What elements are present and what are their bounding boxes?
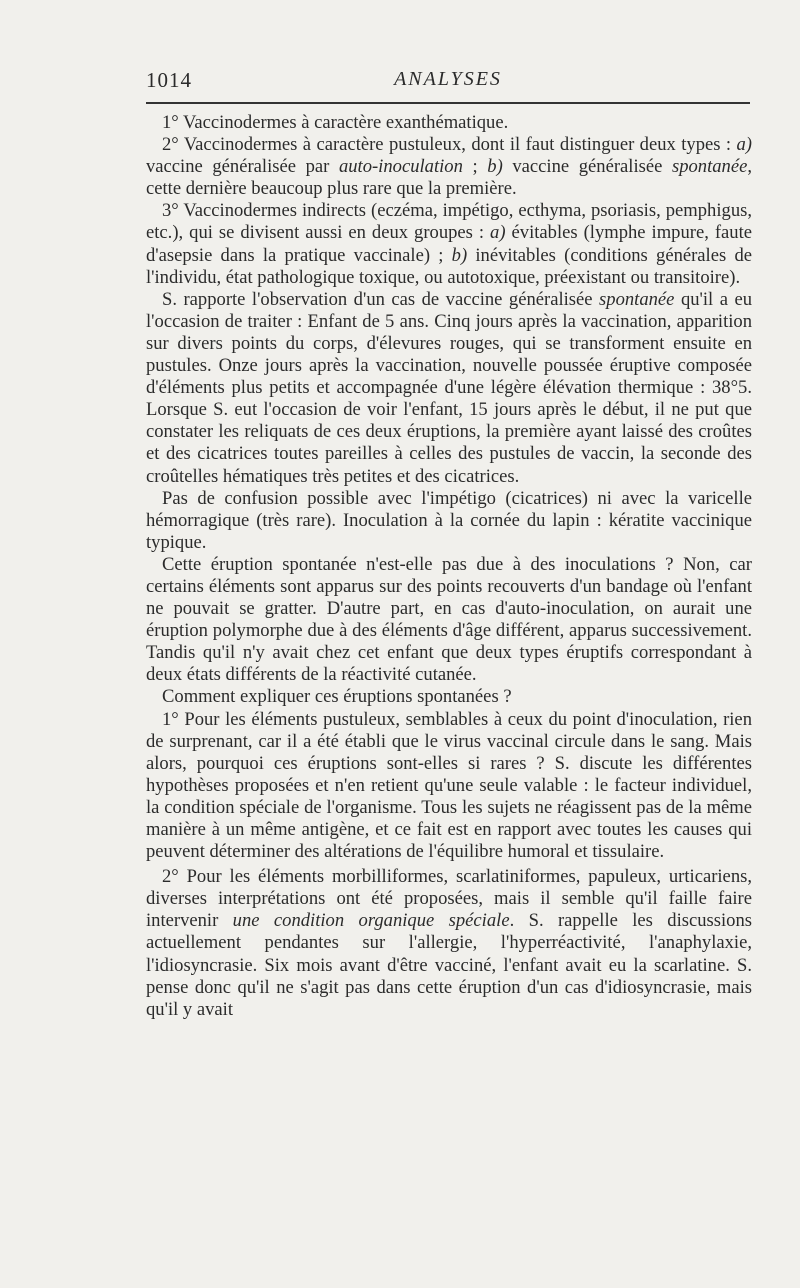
italic-text: auto-inoculation [338, 156, 463, 178]
italic-text: a) [736, 134, 752, 156]
paragraph [146, 709, 752, 864]
text-run: 2° Vaccinodermes à caractère pustuleux, dont il faut distinguer deux types : [162, 134, 737, 156]
text-run: ; [462, 156, 488, 178]
body-text [146, 112, 752, 1021]
paragraph [146, 686, 752, 708]
italic-text: b) [451, 244, 468, 266]
text-run: 1° Pour les éléments pustuleux, semblables à ceux du point d'inoculation, rien de surprenant, car il a été établi que le virus vaccinal circule dans le sang. Mais alors, pourquoi ces éruptions sont-elles si rares ? S. discute les différentes hypothèses proposées et n'en retient qu'une seule valable : le facteur individuel, la condition spéciale de l'organisme. Tous les sujets ne réagissent pas de la même manière à un même antigène, et ce fait est en rapport avec toutes les causes qui peuvent déterminer des altérations de l'équilibre humoral et tissulaire. [146, 708, 752, 863]
text-run: 3° Vaccinodermes indirects (eczéma, impétigo, ecthyma, psoriasis, pemphigus, etc.), qui se divisent aussi en deux groupes : [146, 200, 752, 244]
italic-text: b) [487, 156, 503, 178]
header-rule [146, 102, 750, 104]
text-run: , cette dernière beaucoup plus rare que la première. [146, 156, 753, 200]
text-run: S. rapporte l'observation d'un cas de vaccine généralisée [162, 288, 600, 310]
italic-text: spontanée [599, 288, 675, 310]
text-run: Cette éruption spontanée n'est-elle pas due à des inoculations ? Non, car certains éléments sont apparus sur des points recouverts d'un bandage où l'enfant ne pouvait se gratter. D'autre part, en cas d'auto-inoculation, on aurait une éruption polymorphe due à des éléments d'âge différent, apparus successivement. Tandis qu'il n'y avait chez cet enfant que deux types éruptifs correspondant à deux états différents de la réactivité cutanée. [146, 553, 752, 686]
italic-text: une condition organique spéciale [232, 910, 510, 932]
paragraph [146, 554, 752, 687]
text-run: Pas de confusion possible avec l'impétigo (cicatrices) ni avec la varicelle hémorragique (très rare). Inoculation à la cornée du lapin : kératite vaccinique typique. [146, 487, 752, 553]
header-title: ANALYSES [394, 68, 502, 90]
text-run: vaccine généralisée par [146, 156, 339, 178]
paragraph [146, 488, 752, 554]
italic-text: a) [490, 222, 506, 244]
text-run: évitables (lymphe impure, faute d'asepsie dans la pratique vaccinale) ; [146, 222, 752, 266]
running-head [146, 66, 750, 96]
text-run: vaccine généralisée [502, 156, 672, 178]
text-run: . S. rappelle les discussions actuellement pendantes sur l'allergie, l'hyperréactivité, l'anaphylaxie, l'idiosyncrasie. Six mois avant d'être vacciné, l'enfant avait eu la scarlatine. S. pense donc qu'il ne s'agit pas dans cette éruption d'un cas d'idiosyncrasie, mais qu'il y avait [146, 910, 752, 1020]
paragraph [146, 134, 752, 200]
italic-text: spontanée [671, 156, 748, 178]
paragraph [146, 112, 752, 134]
text-run: 2° Pour les éléments morbilliformes, scarlatiniformes, papuleux, urticariens, diverses interprétations ont été proposées, mais il semble qu'il faille faire intervenir [146, 866, 752, 932]
text-run: qu'il a eu l'occasion de traiter : Enfant de 5 ans. Cinq jours après la vaccination, apparition sur divers points du corps, d'élevures rouges, qui se transforment ensuite en pustules. Onze jours après la vaccination, nouvelle poussée éruptive composée d'éléments plus petits et accompagnée d'une légère élévation thermique : 38°5. Lorsque S. eut l'occasion de voir l'enfant, 15 jours après le début, il ne put que constater les reliquats de ces deux éruptions, la première ayant laissé des croûtes et des cicatrices toutes pareilles à celles des pustules de vaccin, la seconde des croûtelles hématiques très petites et des cicatrices. [146, 288, 752, 487]
page-number: 1014 [146, 68, 192, 92]
paragraph [146, 289, 752, 488]
paragraph [146, 200, 752, 288]
text-run: inévitables (conditions générales de l'individu, état pathologique toxique, ou autotoxique, préexistant ou transitoire). [146, 244, 752, 288]
text-run: 1° Vaccinodermes à caractère exanthématique. [162, 112, 509, 133]
text-run: Comment expliquer ces éruptions spontanées ? [162, 686, 512, 708]
paragraph [146, 866, 752, 1021]
